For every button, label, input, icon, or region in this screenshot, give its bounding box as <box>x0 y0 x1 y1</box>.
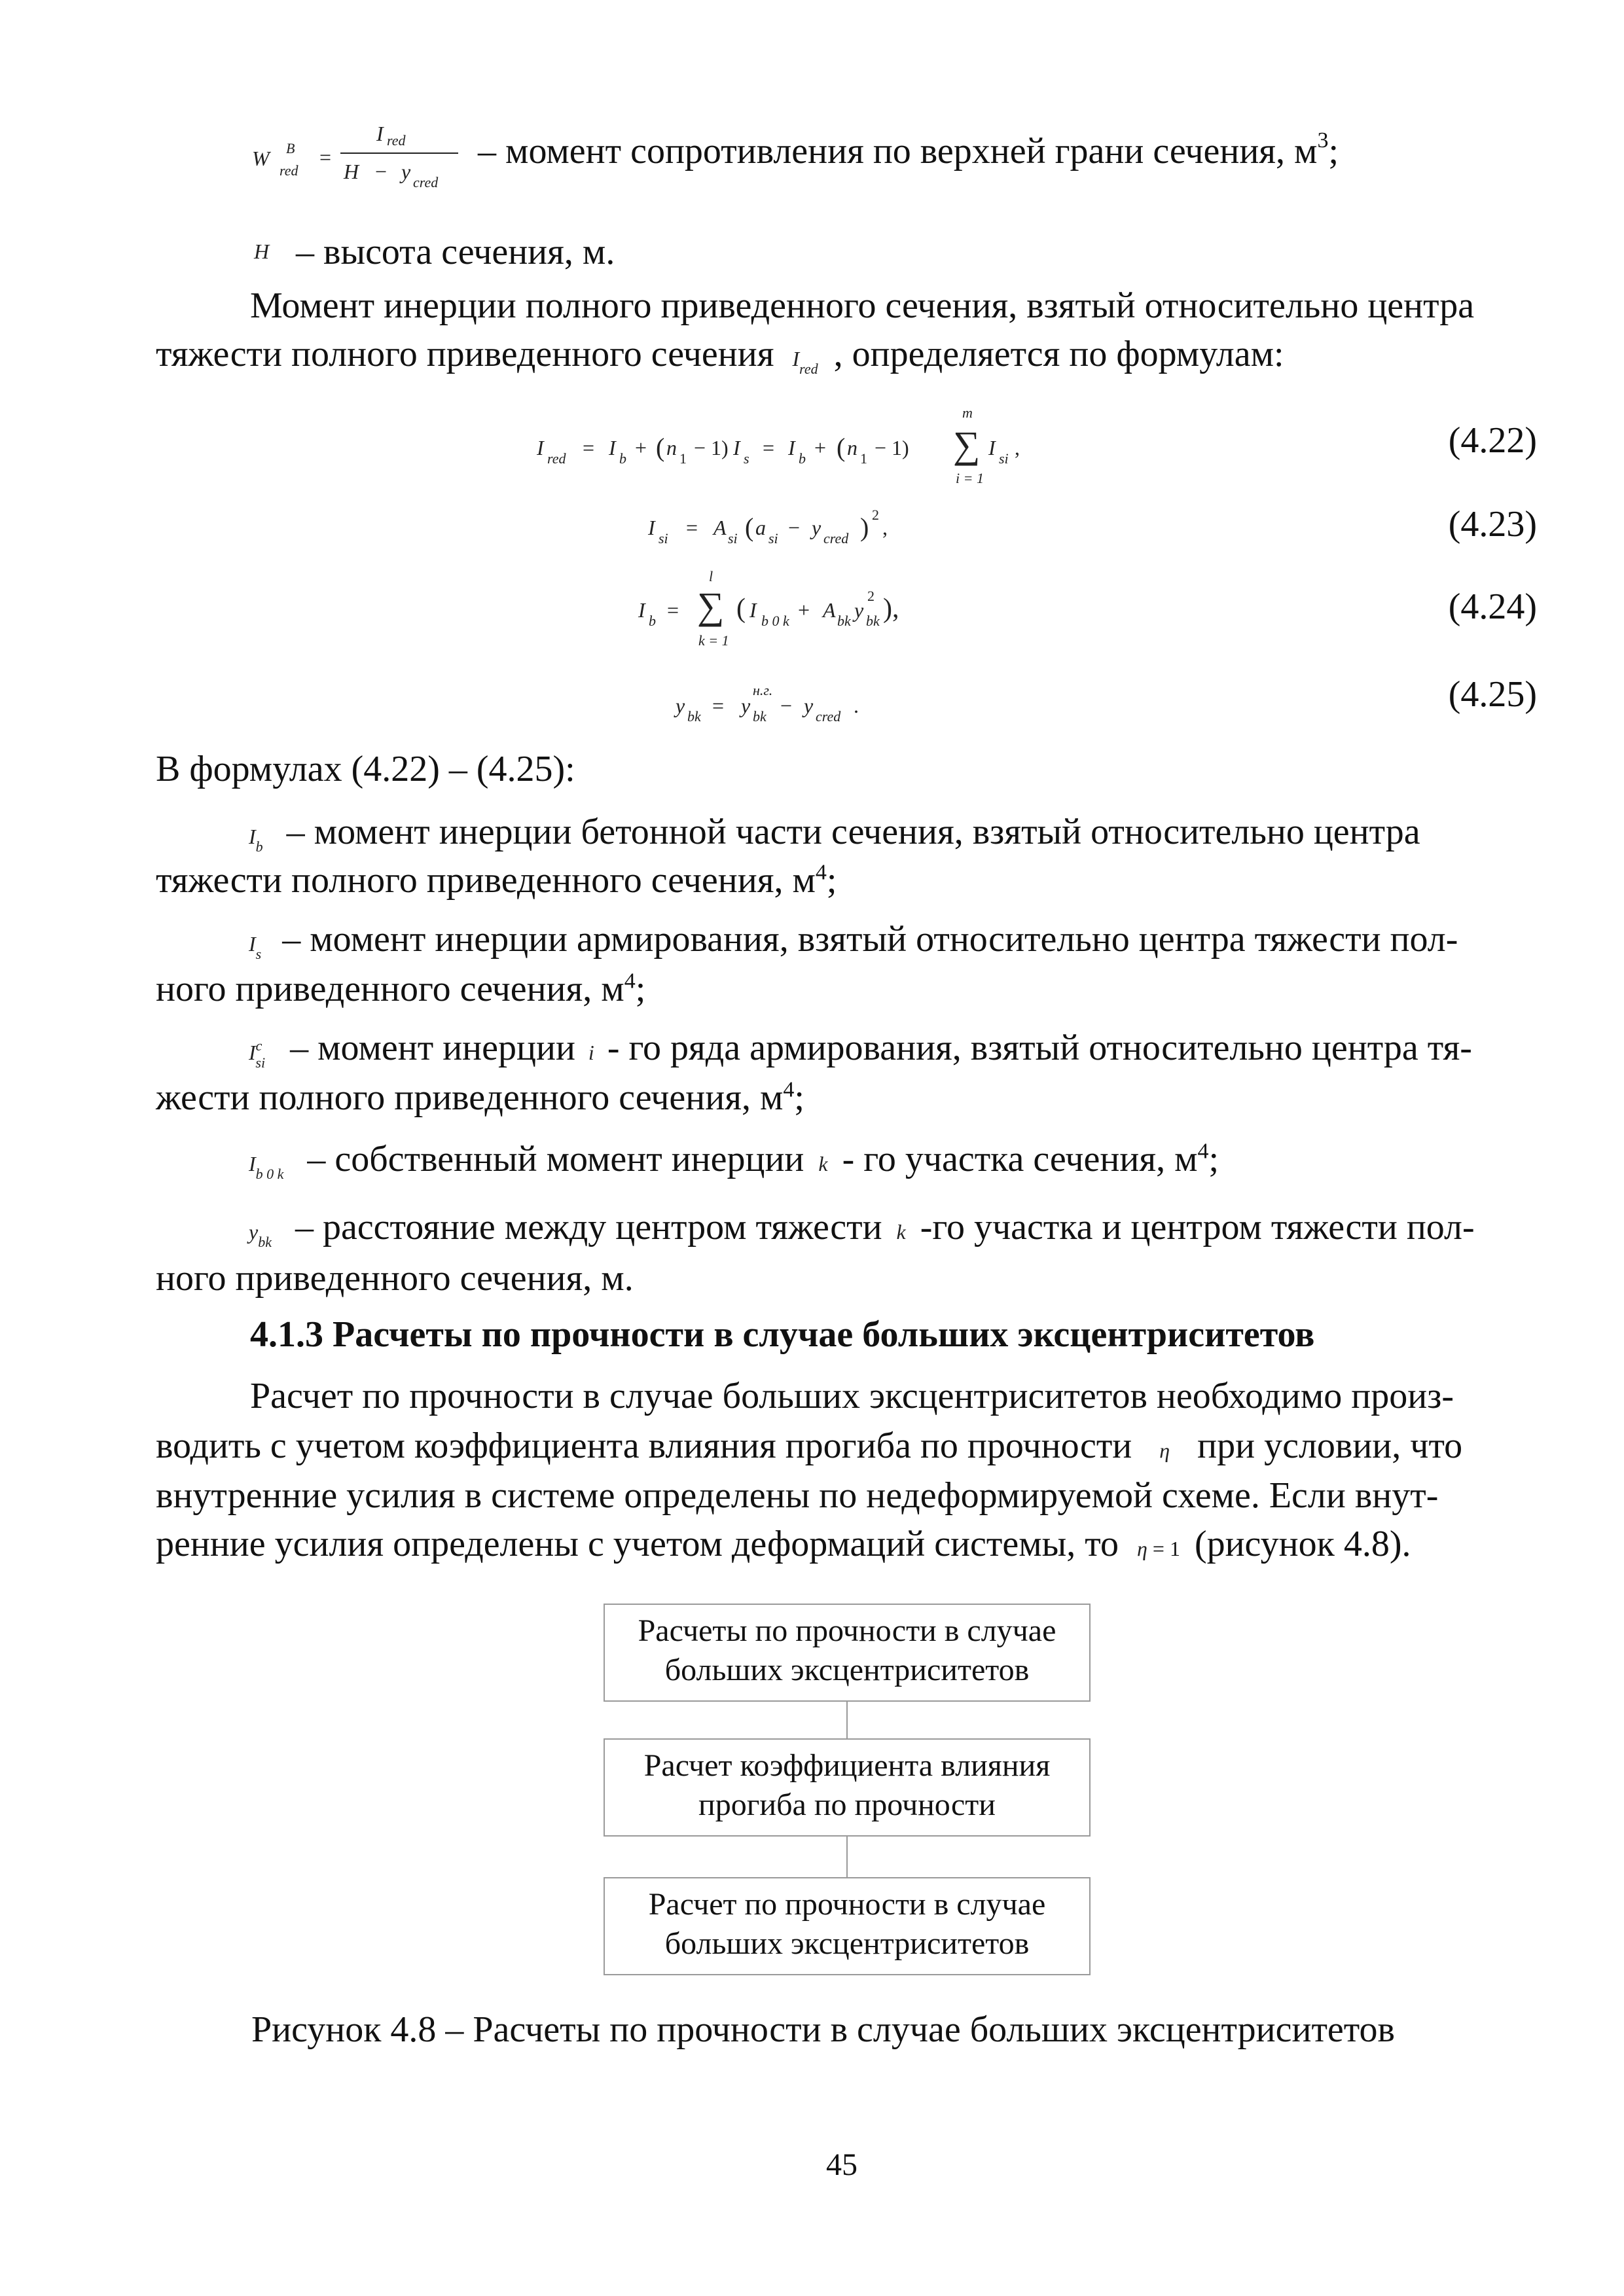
def-is-line-2: ного приведенного сечения, $м^4$; <box>156 969 646 1009</box>
equation-4-22: m I red = I b + ( n 1 − 1) I s = I b + ( n 1 − 1) ∑ I si , i = 1 <box>537 404 1020 486</box>
figure-caption: Рисунок 4.8 – Расчеты по прочности в случае больших эксцентриситетов <box>251 2009 1395 2050</box>
equation-number-4-22: (4.22) <box>1448 420 1537 461</box>
section-heading: 4.1.3 Расчеты по прочности в случае больших эксцентриситетов <box>250 1314 1315 1355</box>
def-ybk-line-1: $y_{bk}$ – расстояние между центром тяжести k -го участка и центром тяжести пол- <box>249 1207 1475 1250</box>
flowchart-box-3: Расчет по прочности в случае больших эксцентриситетов <box>604 1877 1091 1975</box>
section-para-line-3: внутренние усилия в системе определены по недеформируемой схеме. Если внут- <box>156 1475 1439 1516</box>
intro-line-2: тяжести полного приведенного сечения $I_{red}$ , определяется по формулам: <box>156 334 1284 377</box>
section-para-line-1: Расчет по прочности в случае больших эксцентриситетов необходимо произ- <box>250 1376 1454 1416</box>
h-symbol: H <box>254 240 270 263</box>
in-formulas-label: В формулах (4.22) – (4.25): <box>156 749 575 789</box>
section-para-line-4: ренние усилия определены с учетом деформаций системы, то η = 1 (рисунок 4.8). <box>156 1524 1411 1564</box>
def-ib0k: $I_{b 0 k}$ – собственный момент инерции k - го участка сечения, $м^4$; <box>249 1139 1219 1182</box>
section-para-line-2: водить с учетом коэффициента влияния прогиба по прочности η при условии, что <box>156 1426 1463 1466</box>
flowchart-connector-1 <box>846 1702 848 1738</box>
def-ib-line-1: $I_b$ – момент инерции бетонной части сечения, взятый относительно центра <box>249 812 1420 855</box>
def-isi-line-2: жести полного приведенного сечения, $м^4$; <box>156 1077 804 1118</box>
equation-number-4-23: (4.23) <box>1448 504 1537 545</box>
def-isi-line-1: $I^c_{si}$ – момент инерции i - го ряда армирования, взятый относительно центра тя- <box>249 1028 1472 1071</box>
equation-4-24: l I b = ∑ k = 1 ( I b 0 k + A bk y 2 bk ), <box>638 568 899 649</box>
wb-formula: W B red = I red H − y cred <box>252 117 468 215</box>
page-number: 45 <box>826 2147 857 2182</box>
flowchart-box-2: Расчет коэффициента влияния прогиба по прочности <box>604 1738 1091 1837</box>
equation-4-23: I si = A si ( a si − y cred ) 2 , <box>648 507 888 547</box>
equation-number-4-25: (4.25) <box>1448 674 1537 715</box>
intro-line-1: Момент инерции полного приведенного сечения, взятый относительно центра <box>250 285 1475 326</box>
h-description: – высота сечения, м. <box>296 232 615 272</box>
flowchart-connector-2 <box>846 1837 848 1877</box>
wb-description: – момент сопротивления по верхней грани сечения, $м^3$; <box>478 128 1339 171</box>
def-is-line-1: $I_s$ – момент инерции армирования, взятый относительно центра тяжести пол- <box>249 919 1458 962</box>
equation-4-25: y bk = y н.г. bk − y cred . <box>676 682 859 725</box>
equation-number-4-24: (4.24) <box>1448 586 1537 627</box>
flowchart-box-1: Расчеты по прочности в случае больших эксцентриситетов <box>604 1604 1091 1702</box>
def-ybk-line-2: ного приведенного сечения, м. <box>156 1258 634 1299</box>
def-ib-line-2: тяжести полного приведенного сечения, $м^4$; <box>156 860 837 901</box>
